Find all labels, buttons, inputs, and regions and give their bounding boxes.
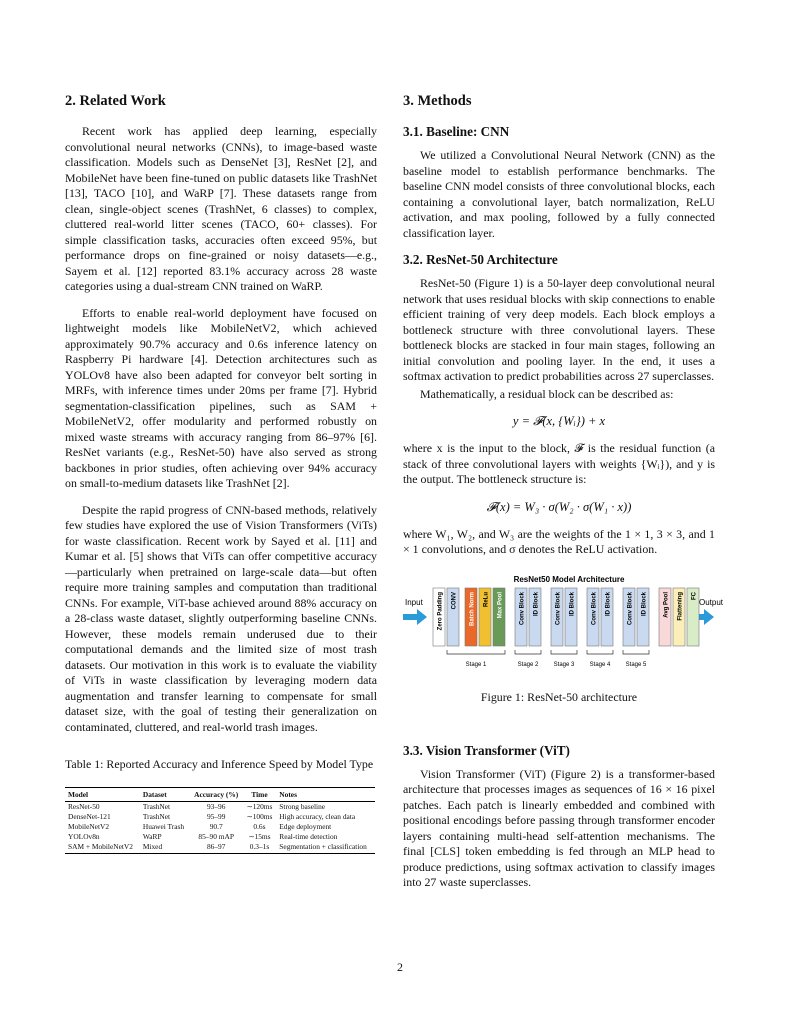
table-cell: YOLOv8n [68, 832, 100, 841]
table-row [65, 812, 375, 822]
architecture-block-label: FC [691, 591, 698, 600]
stage-label: Stage 3 [553, 661, 575, 668]
related-work-heading: 2. Related Work [65, 93, 166, 109]
stage-bracket [551, 650, 577, 654]
page-number: 2 [397, 960, 403, 974]
resnet-paragraph-4: where W₁, W₂, and W₃ are the weights of the 1 × 1, 3 × 3, and 1 × 1 convolutions, and σ denotes the ReLU activation. [403, 526, 715, 556]
related-work-paragraph-3: Despite the rapid progress of CNN-based methods, relatively few studies have explored the use of Vision Transformers (ViTs) for waste classification. Recent work by Sayed et al. [11] and Kumar et al. [5] shows that ViTs can offer competitive accuracy—particularly when pretrained on large-scale data—but often require more training samples and computation than traditional CNNs. For example, ViT-base achieved around 88% accuracy on a 28-class waste dataset, slightly outperforming baseline CNNs. However, these models remain underused due to their computational demands and the limited size of most trash datasets. Our motivation in this work is to evaluate the viability of ViTs in waste classification by leveraging modern data augmentation and transfer learning to compensate for small dataset size, with the goal of testing their generalization on contaminated, cluttered, and real-world trash images. [65, 502, 377, 734]
table-row [65, 801, 375, 812]
table-caption: Table 1: Reported Accuracy and Inference Speed by Model Type [65, 757, 374, 771]
architecture-block-label: Avg Pool [663, 591, 670, 618]
header-time: Time [243, 787, 277, 801]
architecture-block-label: Flattening [677, 591, 684, 621]
table-header-row [65, 787, 375, 801]
table-cell: ∼120ms [246, 802, 273, 811]
architecture-block-label: Conv Block [627, 591, 634, 625]
stage-bracket [447, 650, 505, 654]
architecture-block-label: ReLu [483, 591, 490, 607]
left-column [65, 92, 377, 854]
table-cell: SAM + MobileNetV2 [65, 842, 140, 854]
stage-label: Stage 5 [625, 661, 647, 668]
table-cell: 85–90 mAP [198, 832, 234, 841]
right-column [403, 92, 724, 891]
stage-label: Stage 1 [465, 661, 487, 668]
architecture-block-label: ID Block [641, 591, 648, 616]
stage-label: Stage 2 [517, 661, 539, 668]
resnet-heading: 3.2. ResNet-50 Architecture [403, 252, 558, 267]
header-notes: Notes [276, 787, 375, 801]
stage-bracket [515, 650, 541, 654]
stage-bracket [587, 650, 613, 654]
table-cell: High accuracy, clean data [279, 812, 356, 821]
table-cell: Huawei Trash [142, 822, 185, 831]
architecture-block-label: ID Block [605, 591, 612, 616]
table-cell: 95–99 [206, 812, 226, 821]
table-cell: Mixed [140, 842, 190, 854]
table-cell: 0.6s [253, 822, 266, 831]
architecture-block-label: Zero Padding [437, 591, 444, 630]
table-cell: 86–97 [190, 842, 243, 854]
vit-heading: 3.3. Vision Transformer (ViT) [403, 742, 570, 758]
baseline-cnn-heading: 3.1. Baseline: CNN [403, 124, 510, 139]
table-cell: 0.3–1s [243, 842, 277, 854]
table-cell: Segmentation + classification [276, 842, 375, 854]
table-cell: Strong baseline [279, 802, 326, 811]
blocks-layer [433, 588, 699, 646]
resnet-paragraph-3: where x is the input to the block, 𝓕 is the residual function (a stack of three convolutional layers with weights {Wᵢ}), and y is the output. The bottleneck structure is: [403, 441, 715, 486]
table-row [65, 822, 375, 832]
architecture-block-label: Batch Norm [469, 591, 476, 626]
table-cell: ∼15ms [248, 832, 271, 841]
table-row [65, 842, 375, 854]
architecture-block-label: ID Block [533, 591, 540, 616]
residual-equation: y = 𝓕(x, {Wᵢ}) + x [512, 414, 606, 428]
table-cell: 90.7 [209, 822, 223, 831]
architecture-block-label: Conv Block [519, 591, 526, 625]
stage-label: Stage 4 [589, 661, 611, 668]
header-accuracy: Accuracy (%) [190, 787, 243, 801]
table-cell: TrashNet [142, 802, 171, 811]
architecture-block-label: Conv Block [555, 591, 562, 625]
table-cell: 93–96 [206, 802, 226, 811]
related-work-paragraph-1: Recent work has applied deep learning, especially convolutional neural networks (CNNs), to image-based waste classification. Models such as DenseNet [3], ResNet [2], and MobileNet have been fine-tuned on public datasets like TrashNet [13], TACO [10], and WaRP [7]. These datasets range from clean, single-object scenes (TrashNet, 6 classes) to complex, cluttered real-world litter scenes (TACO, 60+ classes). For simple classification tasks, accuracies often exceed 95%, but performance drops on fine-grained or noisy datasets—e.g., Sayem et al. [12] reported 83.1% accuracy across 28 waste categories using a dual-stream CNN trained on WaRP. [65, 124, 377, 293]
table-cell: TrashNet [142, 812, 171, 821]
resnet-paragraph-1: ResNet-50 (Figure 1) is a 50-layer deep convolutional neural network that uses residual blocks with skip connections to enable efficient training of very deep models. Each block employs a bottleneck structure with three convolutional layers. These bottleneck blocks are stacked in four main stages, following an initial convolution and pooling layer. In the end, it uses a softmax activation to predict probabilities across 27 superclasses. [403, 276, 715, 383]
table-cell: DenseNet-121 [68, 812, 111, 821]
table-cell: Edge deployment [279, 822, 332, 831]
architecture-block-label: CONV [451, 591, 458, 609]
resnet-architecture-figure [403, 572, 724, 680]
baseline-cnn-paragraph: We utilized a Convolutional Neural Network (CNN) as the baseline model to establish performance benchmarks. The baseline CNN model consists of three convolutional blocks, each containing a convolutional layer, batch normalization, ReLU activation, and max pooling, followed by a fully connected classification layer. [403, 148, 715, 240]
architecture-block-label: ID Block [569, 591, 576, 616]
table-cell: WaRP [142, 832, 162, 841]
architecture-block-label: Max Pool [497, 591, 504, 618]
header-model: Model [65, 787, 140, 801]
related-work-paragraph-2: Efforts to enable real-world deployment have focused on lightweight models like MobileNetV2, which achieved approximately 90.7% accuracy and 0.6s inference latency on Raspberry Pi hardware [4]. Detection architectures such as YOLOv8 have also been adapted for conveyor belt sorting in MRFs, with inference times under 20ms per frame [7]. Hybrid segmentation-classification pipelines, such as SAM + MobileNetV2, offer modularity and performed robustly on mixed waste streams with accuracy ranging from 86–97% [6]. ResNet variants (e.g., ResNet-50) have also served as strong backbones in prior studies, often achieving over 94% accuracy on small-to-medium datasets like TrashNet [2]. [65, 305, 377, 490]
table-cell: Real-time detection [279, 832, 338, 841]
figure-title: ResNet50 Model Architecture [513, 574, 625, 584]
table-cell: ∼100ms [246, 812, 273, 821]
bottleneck-equation: 𝓕(x) = W₃ · σ(W₂ · σ(W₁ · x)) [486, 499, 632, 514]
stages-layer [447, 650, 649, 668]
architecture-block-label: Conv Block [591, 591, 598, 625]
stage-bracket [623, 650, 649, 654]
table-row [65, 832, 375, 842]
methods-heading: 3. Methods [403, 93, 472, 109]
vit-paragraph: Vision Transformer (ViT) (Figure 2) is a transformer-based architecture that processes images as sequences of 16 × 16 pixel patches. Each patch is linearly embedded and combined with positional encodings before passing through transformer encoder layers containing multi-head self-attention mechanisms. The final [CLS] token embedding is fed through an MLP head to produce predictions, using softmax activation to classify images into 27 waste superclasses. [403, 766, 715, 889]
input-arrow [403, 609, 427, 625]
input-label: Input [405, 597, 423, 607]
header-dataset: Dataset [140, 787, 190, 801]
accuracy-table [65, 787, 375, 855]
figure-caption: Figure 1: ResNet-50 architecture [480, 689, 638, 704]
resnet-paragraph-2: Mathematically, a residual block can be described as: [420, 386, 674, 401]
table-cell: ResNet-50 [68, 802, 100, 811]
output-label: Output [699, 597, 724, 607]
table-cell: MobileNetV2 [68, 822, 110, 831]
